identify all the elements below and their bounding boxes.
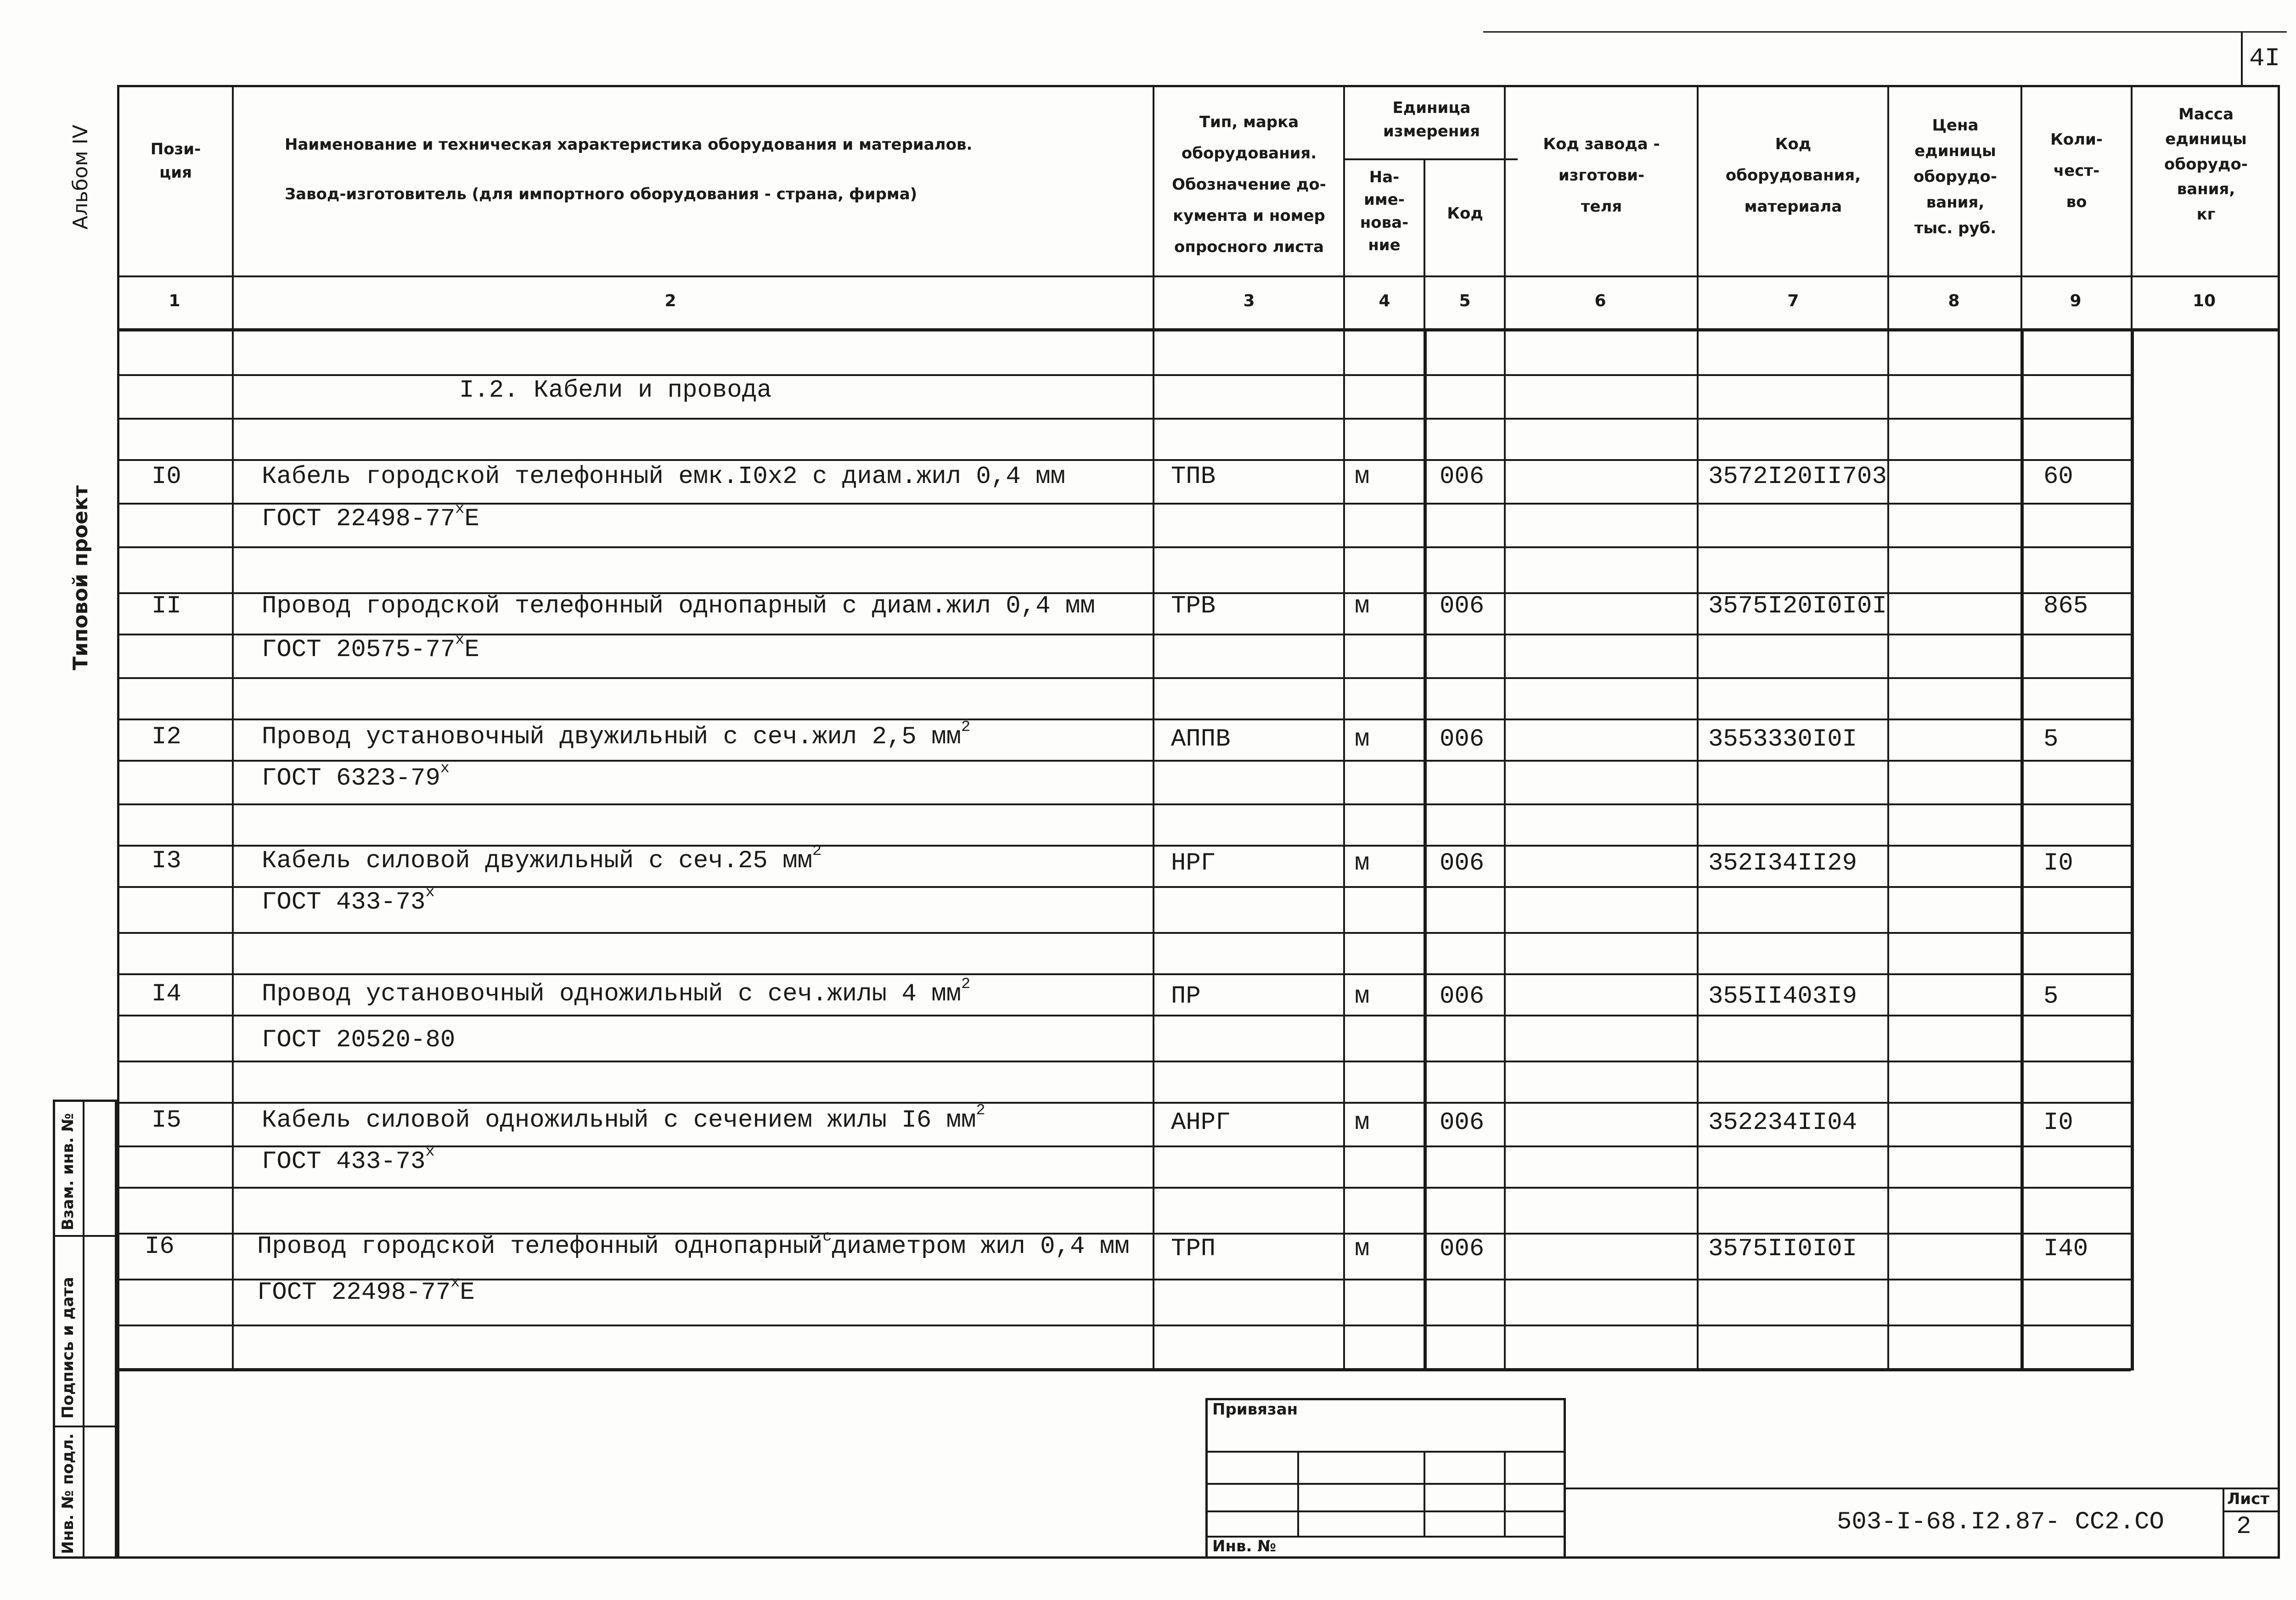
row-position: I3 — [152, 847, 181, 875]
colnum-5: 5 — [1459, 292, 1471, 310]
col-divider — [232, 85, 234, 1370]
row-code: 006 — [1440, 592, 1485, 620]
row-quantity: I40 — [2043, 1235, 2088, 1263]
bound-block-line — [1297, 1451, 1299, 1536]
colnum-2: 2 — [664, 292, 676, 310]
row-gost: ГОСТ $22498-77^хЕ$ — [262, 500, 479, 533]
row-name: Кабель силовой двужильный с сеч.25 $мм^2$ — [262, 842, 822, 875]
row-line — [117, 374, 2131, 376]
row-quantity: 60 — [2043, 463, 2073, 491]
row-name: Провод городской телефонный однопарный$^с$диаметром жил 0,4 мм — [257, 1228, 1130, 1261]
header-col10: Масса единицы оборудо- вания, кг — [2164, 105, 2248, 224]
row-position: I0 — [152, 463, 181, 491]
title-block-line — [1566, 1488, 2280, 1489]
row-line — [117, 1145, 2131, 1147]
row-gost: ГОСТ $433-73^х$ — [262, 883, 435, 916]
row-material-code: 3575II0I0I — [1708, 1235, 1857, 1263]
colnum-bottom-line — [117, 328, 2280, 331]
row-type: АНРГ — [1171, 1109, 1231, 1137]
row-type: ТРП — [1171, 1235, 1216, 1263]
inv-label: Инв. № — [1212, 1537, 1277, 1555]
row-code: 006 — [1440, 849, 1485, 877]
row-material-code: 355II403I9 — [1708, 982, 1857, 1011]
bound-block-line — [1205, 1483, 1566, 1485]
bound-block-line — [1504, 1451, 1506, 1536]
row-line — [117, 503, 2131, 505]
table-bottom-line — [117, 1368, 2131, 1371]
row-name: Провод городской телефонный однопарный с диам.жил 0,4 мм — [262, 592, 1095, 620]
row-quantity: I0 — [2043, 849, 2073, 877]
row-line — [117, 1187, 2131, 1189]
row-type: АППВ — [1171, 725, 1231, 753]
row-code: 006 — [1440, 725, 1485, 753]
row-line — [117, 1061, 2131, 1062]
row-name: Провод установочный двужильный с сеч.жил 2,5 $мм^2$ — [262, 718, 971, 751]
row-name: Провод установочный одножильный с сеч.жилы 4 $мм^2$ — [262, 975, 971, 1008]
colnum-4: 4 — [1379, 292, 1390, 310]
list-number: 2 — [2236, 1513, 2251, 1541]
stamp-podpis: Подпись и дата — [59, 1277, 77, 1419]
side-stamp-divider — [53, 1426, 117, 1427]
header-col9: Коли- чест- во — [2050, 130, 2103, 211]
row-quantity: 5 — [2043, 725, 2059, 753]
title-block-line — [2223, 1510, 2280, 1512]
row-unit: м — [1355, 592, 1370, 620]
row-gost: ГОСТ $433-73^х$ — [262, 1143, 435, 1176]
colnum-7: 7 — [1787, 292, 1799, 310]
header-col6: Код завода - изготови- теля — [1543, 135, 1660, 216]
header-bottom-line — [117, 275, 2280, 277]
section-title: I.2. Кабели и провода — [459, 376, 772, 404]
row-code: 006 — [1440, 1235, 1485, 1263]
row-unit: м — [1355, 849, 1370, 877]
row-type: НРГ — [1171, 849, 1216, 877]
row-type: ТПВ — [1171, 463, 1216, 491]
row-material-code: 3575I20I0I0I — [1708, 592, 1887, 620]
colnum-9: 9 — [2070, 292, 2082, 310]
colnum-10: 10 — [2192, 292, 2216, 310]
header-col5: Код — [1447, 204, 1483, 223]
row-quantity: 5 — [2043, 982, 2059, 1011]
row-line — [117, 973, 2131, 975]
row-code: 006 — [1440, 1109, 1485, 1137]
row-unit: м — [1355, 463, 1370, 491]
side-stamp-divider — [83, 1100, 84, 1559]
bound-block — [1205, 1398, 1566, 1559]
row-line — [117, 719, 2131, 720]
row-unit: м — [1355, 1109, 1370, 1137]
stamp-inv: Инв. № подл. — [59, 1433, 77, 1554]
header-col4-5-group: Единица измерения — [1383, 99, 1480, 140]
title-block-line — [2223, 1488, 2224, 1559]
row-position: I5 — [152, 1106, 181, 1134]
row-unit: м — [1355, 1235, 1370, 1263]
row-position: I2 — [152, 723, 181, 751]
page-number: 4I — [2249, 44, 2280, 73]
list-label: Лист — [2227, 1490, 2269, 1508]
row-gost: ГОСТ $20575-77^хЕ$ — [262, 631, 479, 664]
row-gost: ГОСТ 20520-80 — [262, 1026, 456, 1054]
row-line — [117, 932, 2131, 934]
row-material-code: 352234II04 — [1708, 1109, 1857, 1137]
row-position: I6 — [145, 1233, 174, 1261]
project-label: Типовой проект — [69, 485, 92, 670]
row-type: ПР — [1171, 982, 1201, 1011]
row-unit: м — [1355, 725, 1370, 753]
row-code: 006 — [1440, 463, 1485, 491]
colnum-3: 3 — [1243, 292, 1255, 310]
unit-group-line — [1343, 158, 1518, 160]
row-line — [117, 1325, 2131, 1326]
row-line — [117, 886, 2131, 888]
row-name: Кабель силовой одножильный с сечением жилы I6 $мм^2$ — [262, 1101, 985, 1134]
col-divider — [1343, 85, 1345, 1370]
row-material-code: 3572I20II703 — [1708, 463, 1887, 491]
row-line — [117, 803, 2131, 805]
side-stamp-divider — [53, 1235, 117, 1237]
row-gost: ГОСТ $22498-77^хЕ$ — [257, 1274, 475, 1307]
row-line — [117, 760, 2131, 762]
page-number-tick — [2241, 31, 2243, 86]
row-gost: ГОСТ $6323-79^х$ — [262, 759, 450, 792]
row-code: 006 — [1440, 982, 1485, 1011]
bound-block-line — [1205, 1510, 1566, 1512]
col-divider — [1697, 85, 1699, 1370]
colnum-1: 1 — [169, 292, 180, 310]
col-divider — [1504, 85, 1506, 1370]
top-rule — [1483, 31, 2287, 33]
row-material-code: 3553330I0I — [1708, 725, 1857, 753]
bound-block-line — [1205, 1451, 1566, 1453]
row-line — [117, 1015, 2131, 1016]
col-divider — [1887, 85, 1889, 1370]
row-line — [117, 459, 2131, 461]
row-line — [117, 1102, 2131, 1104]
row-line — [117, 845, 2131, 847]
header-col3: Тип, марка оборудования. Обозначение до- кумента и номер опросного листа — [1172, 113, 1326, 256]
drawing-code: 503-I-68.I2.87- СС2.СО — [1837, 1508, 2164, 1536]
row-material-code: 352I34II29 — [1708, 849, 1857, 877]
bound-block-line — [1424, 1451, 1425, 1536]
header-col2-line1: Наименование и техническая характеристика оборудования и материалов. — [285, 135, 973, 154]
header-col1: Пози- ция — [150, 140, 201, 182]
row-quantity: I0 — [2043, 1109, 2073, 1137]
row-line — [117, 634, 2131, 635]
header-col2-line2: Завод-изготовитель (для импортного оборудования - страна, фирма) — [285, 185, 917, 203]
row-position: I4 — [152, 980, 181, 1008]
row-name: Кабель городской телефонный емк.I0х2 с диам.жил 0,4 мм — [262, 463, 1065, 491]
colnum-8: 8 — [1948, 292, 1960, 310]
header-col7: Код оборудования, материала — [1725, 135, 1861, 216]
row-unit: м — [1355, 982, 1370, 1011]
header-col8: Цена единицы оборудо- вания, тыс. руб. — [1913, 116, 1997, 238]
stamp-vzam: Взам. инв. № — [59, 1113, 77, 1230]
col-accent — [2131, 328, 2134, 1370]
col-accent — [2020, 328, 2024, 1370]
row-line — [117, 677, 2131, 679]
row-quantity: 865 — [2043, 592, 2088, 620]
header-col4: На- име- нова- ние — [1360, 168, 1409, 254]
col-divider — [1153, 85, 1154, 1370]
row-type: ТРВ — [1171, 592, 1216, 620]
row-position: II — [152, 592, 181, 620]
row-line — [117, 546, 2131, 548]
col-accent — [1424, 328, 1427, 1370]
colnum-6: 6 — [1594, 292, 1606, 310]
album-label: Альбом IV — [69, 124, 92, 230]
row-line — [117, 418, 2131, 420]
bound-label: Привязан — [1212, 1400, 1298, 1419]
